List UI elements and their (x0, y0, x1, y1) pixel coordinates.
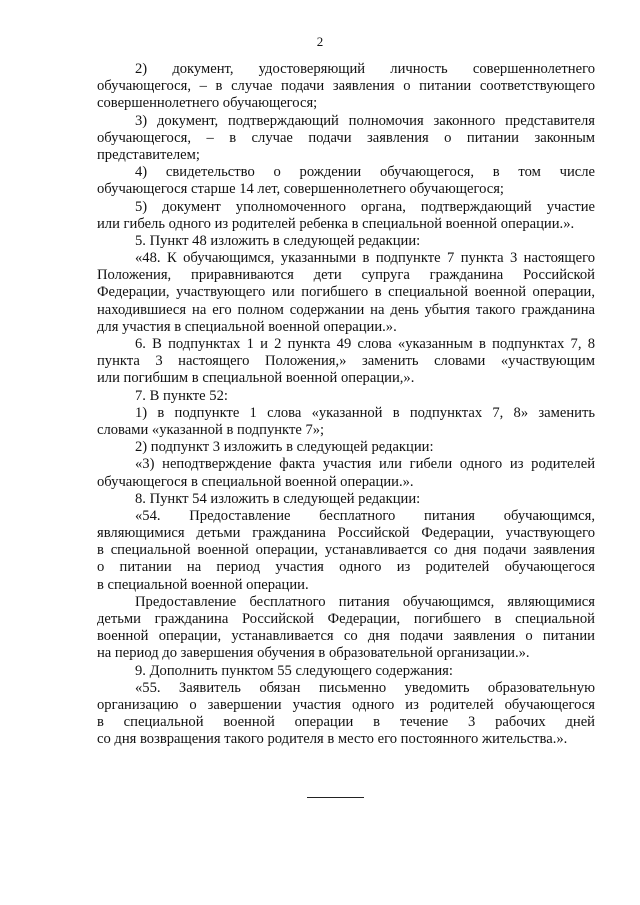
text-line: 3) документ, подтверждающий полномочия законного представителя (135, 112, 595, 129)
text-line: или гибель одного из родителей ребенка в специальной военной операции.». (97, 215, 575, 232)
text-line: на период до завершения обучения в образовательной организации.». (97, 645, 530, 662)
text-line: в специальной военной операции в течение 3 рабочих дней (97, 714, 595, 731)
text-line: 4) свидетельство о рождении обучающегося, в том числе (135, 164, 595, 181)
page-number: 2 (316, 34, 324, 49)
text-line: находившиеся на его полном содержании на день убытия такого гражданина (97, 301, 595, 318)
text-line: 5. Пункт 48 изложить в следующей редакции: (135, 232, 421, 249)
text-line: 2) документ, удостоверяющий личность совершеннолетнего (135, 61, 595, 77)
text-line: являющимися детьми гражданина Российской Федерации, участвующего (97, 525, 595, 542)
text-line: или погибшим в специальной военной операции,». (97, 370, 415, 387)
text-line: 1) в подпункте 1 слова «указанной в подпунктах 7, 8» заменить (135, 404, 595, 421)
text-line: пункта 3 настоящего Положения,» заменить словами «участвующим (97, 353, 595, 370)
text-line: Предоставление бесплатного питания обучающимся, являющимися (135, 593, 595, 610)
text-line: для участия в специальной военной операции.». (97, 318, 397, 335)
text-line: обучающегося старше 14 лет, совершеннолетнего обучающегося; (97, 181, 504, 198)
text-line: обучающегося, – в случае подачи заявления о питании соответствующего (97, 78, 595, 95)
text-line: «55. Заявитель обязан письменно уведомить образовательную (135, 679, 595, 696)
text-line: 8. Пункт 54 изложить в следующей редакции: (135, 490, 421, 507)
text-line: детьми гражданина Российской Федерации, погибшего в специальной (97, 611, 595, 627)
text-line: обучающегося, – в случае подачи заявления о питании законным (97, 129, 595, 146)
text-line: Федерации, участвующего или погибшего в специальной военной операции, (97, 284, 595, 301)
text-line: организацию о завершении участия одного из родителей обучающегося (97, 696, 595, 713)
document-body (97, 61, 595, 749)
text-line: в специальной военной операции, устанавливается со дня подачи заявления (97, 542, 595, 559)
text-line: в специальной военной операции. (97, 576, 309, 593)
text-line: 9. Дополнить пунктом 55 следующего содержания: (135, 662, 453, 679)
text-line: «48. К обучающимся, указанными в подпункте 7 пункта 3 настоящего (135, 250, 595, 267)
text-line: 7. В пункте 52: (135, 387, 228, 404)
text-line: обучающегося в специальной военной операции.». (97, 473, 414, 490)
text-line: 2) подпункт 3 изложить в следующей редакции: (135, 439, 434, 456)
text-line: представителем; (97, 146, 200, 163)
end-rule (307, 797, 364, 798)
text-line: совершеннолетнего обучающегося; (97, 95, 318, 112)
text-line: «3) неподтверждение факта участия или гибели одного из родителей (135, 456, 595, 473)
text-line: о питании на период участия одного из родителей обучающегося (97, 559, 595, 576)
text-line: 6. В подпунктах 1 и 2 пункта 49 слова «указанным в подпунктах 7, 8 (135, 336, 595, 352)
text-line: «54. Предоставление бесплатного питания обучающимся, (135, 507, 595, 524)
text-line: Положения, приравниваются дети супруга гражданина Российской (97, 267, 595, 284)
text-line: со дня возвращения такого родителя в место его постоянного жительства.». (97, 731, 568, 748)
text-line: военной операции, устанавливается со дня подачи заявления о питании (97, 628, 595, 645)
text-line: 5) документ уполномоченного органа, подтверждающий участие (135, 198, 595, 215)
text-line: словами «указанной в подпункте 7»; (97, 421, 325, 438)
